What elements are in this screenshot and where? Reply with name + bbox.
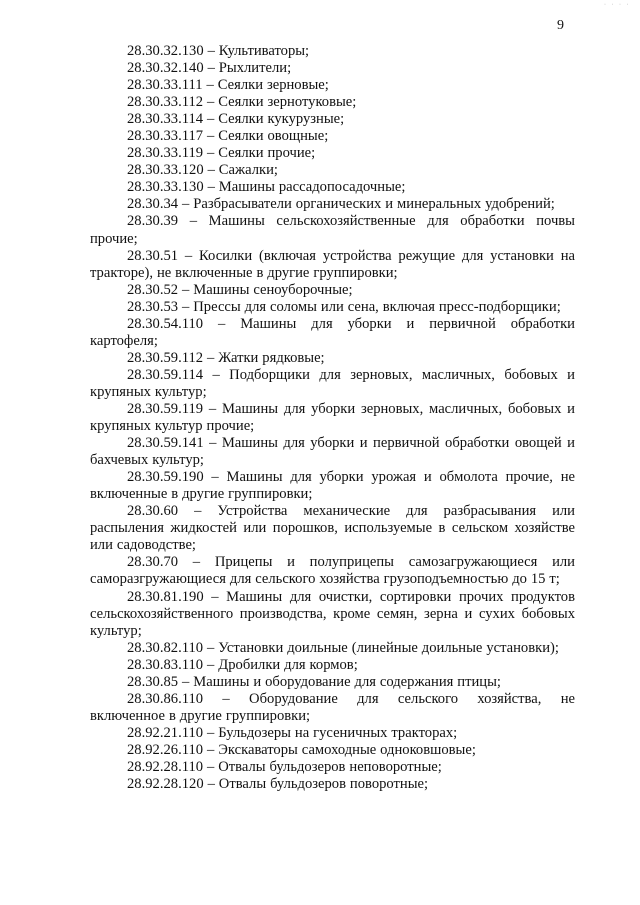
entry-first-line: 28.30.34 – Разбрасыватели органических и минеральных удобрений; — [127, 196, 555, 213]
code-entry — [90, 282, 575, 299]
entry-first-line: 28.92.21.110 – Бульдозеры на гусеничных тракторах; — [127, 724, 458, 741]
code-entry — [90, 367, 575, 401]
code-entry — [90, 401, 575, 435]
code-entry — [90, 350, 575, 367]
entry-continuation-line: включенное в другие группировки; — [90, 707, 311, 724]
entry-first-line: 28.30.33.114 – Сеялки кукурузные; — [127, 111, 345, 128]
entry-first-line: 28.92.28.110 – Отвалы бульдозеров неповоротные; — [127, 758, 442, 775]
code-entry — [90, 77, 575, 94]
code-entry — [90, 162, 575, 179]
entry-first-line: 28.30.52 – Машины сеноуборочные; — [127, 281, 353, 298]
entry-first-line: 28.30.33.130 – Машины рассадопосадочные; — [127, 179, 406, 196]
code-entry — [90, 60, 575, 77]
entry-first-line: 28.30.33.120 – Сажалки; — [127, 162, 278, 179]
code-entry — [90, 503, 575, 554]
code-entry — [90, 691, 575, 725]
code-entry — [90, 179, 575, 196]
code-entry — [90, 725, 575, 742]
entry-first-line: 28.30.33.112 – Сеялки зернотуковые; — [127, 94, 357, 111]
scan-corner-marks: · · · · — [604, 2, 631, 8]
entry-first-line: 28.30.54.110 – Машины для уборки и первичной обработки — [127, 315, 575, 332]
entry-first-line: 28.30.39 – Машины сельскохозяйственные для обработки почвы — [127, 213, 575, 230]
entry-continuation-line: крупяных культур; — [90, 383, 207, 400]
entry-first-line: 28.30.32.140 – Рыхлители; — [127, 60, 292, 77]
code-entry — [90, 469, 575, 503]
code-entry — [90, 145, 575, 162]
entry-continuation-line: крупяных культур прочие; — [90, 418, 255, 435]
code-entry — [90, 128, 575, 145]
code-entry — [90, 248, 575, 282]
entry-first-line: 28.92.26.110 – Экскаваторы самоходные одноковшовые; — [127, 741, 476, 758]
entry-first-line: 28.30.60 – Устройства механические для разбрасывания или — [127, 503, 575, 520]
code-entry — [90, 742, 575, 759]
code-entry — [90, 640, 575, 657]
code-entry — [90, 43, 575, 60]
page-number: 9 — [557, 18, 564, 33]
code-entry — [90, 94, 575, 111]
code-entry — [90, 554, 575, 588]
code-entry — [90, 759, 575, 776]
code-entry — [90, 657, 575, 674]
entry-first-line: 28.92.28.120 – Отвалы бульдозеров поворотные; — [127, 776, 429, 793]
entry-first-line: 28.30.86.110 – Оборудование для сельского хозяйства, не — [127, 690, 575, 707]
entry-continuation-line: тракторе), не включенные в другие группировки; — [90, 264, 398, 281]
entry-first-line: 28.30.59.141 – Машины для уборки и первичной обработки овощей и — [127, 435, 575, 452]
entry-first-line: 28.30.32.130 – Культиваторы; — [127, 43, 310, 59]
code-entry — [90, 776, 575, 793]
document-body — [90, 43, 575, 793]
entry-first-line: 28.30.59.114 – Подборщики для зерновых, масличных, бобовых и — [127, 366, 575, 383]
entry-continuation-line: сельскохозяйственного производства, кроме семян, зерна и сухих бобовых — [90, 605, 575, 622]
entry-continuation-line: распыления жидкостей или порошков, используемые в сельском хозяйстве — [90, 520, 575, 537]
entry-continuation-line: или садоводстве; — [90, 537, 196, 554]
code-entry — [90, 213, 575, 247]
code-entry — [90, 435, 575, 469]
entry-first-line: 28.30.33.117 – Сеялки овощные; — [127, 128, 329, 145]
entry-first-line: 28.30.51 – Косилки (включая устройства режущие для установки на — [127, 247, 575, 264]
code-entry — [90, 316, 575, 350]
entry-first-line: 28.30.53 – Прессы для соломы или сена, включая пресс-подборщики; — [127, 298, 561, 315]
entry-first-line: 28.30.83.110 – Дробилки для кормов; — [127, 656, 358, 673]
entry-first-line: 28.30.59.119 – Машины для уборки зерновых, масличных, бобовых и — [127, 400, 575, 417]
entry-first-line: 28.30.59.190 – Машины для уборки урожая и обмолота прочие, не — [127, 469, 575, 486]
entry-continuation-line: включенные в другие группировки; — [90, 486, 313, 503]
entry-first-line: 28.30.85 – Машины и оборудование для содержания птицы; — [127, 673, 501, 690]
entry-continuation-line: прочие; — [90, 230, 138, 247]
entry-first-line: 28.30.33.111 – Сеялки зерновые; — [127, 77, 329, 94]
code-entry — [90, 111, 575, 128]
entry-first-line: 28.30.59.112 – Жатки рядковые; — [127, 349, 325, 366]
entry-continuation-line: картофеля; — [90, 332, 158, 349]
code-entry — [90, 674, 575, 691]
entry-continuation-line: бахчевых культур; — [90, 452, 204, 469]
entry-first-line: 28.30.70 – Прицепы и полуприцепы самозагружающиеся или — [127, 554, 575, 571]
entry-continuation-line: культур; — [90, 622, 142, 639]
entry-first-line: 28.30.33.119 – Сеялки прочие; — [127, 145, 316, 162]
code-entry — [90, 299, 575, 316]
code-entry — [90, 589, 575, 640]
code-entry — [90, 196, 575, 213]
entry-first-line: 28.30.82.110 – Установки доильные (линейные доильные установки); — [127, 639, 559, 656]
entry-continuation-line: саморазгружающиеся для сельского хозяйства грузоподъемностью до 15 т; — [90, 571, 560, 588]
entry-first-line: 28.30.81.190 – Машины для очистки, сортировки прочих продуктов — [127, 588, 575, 605]
